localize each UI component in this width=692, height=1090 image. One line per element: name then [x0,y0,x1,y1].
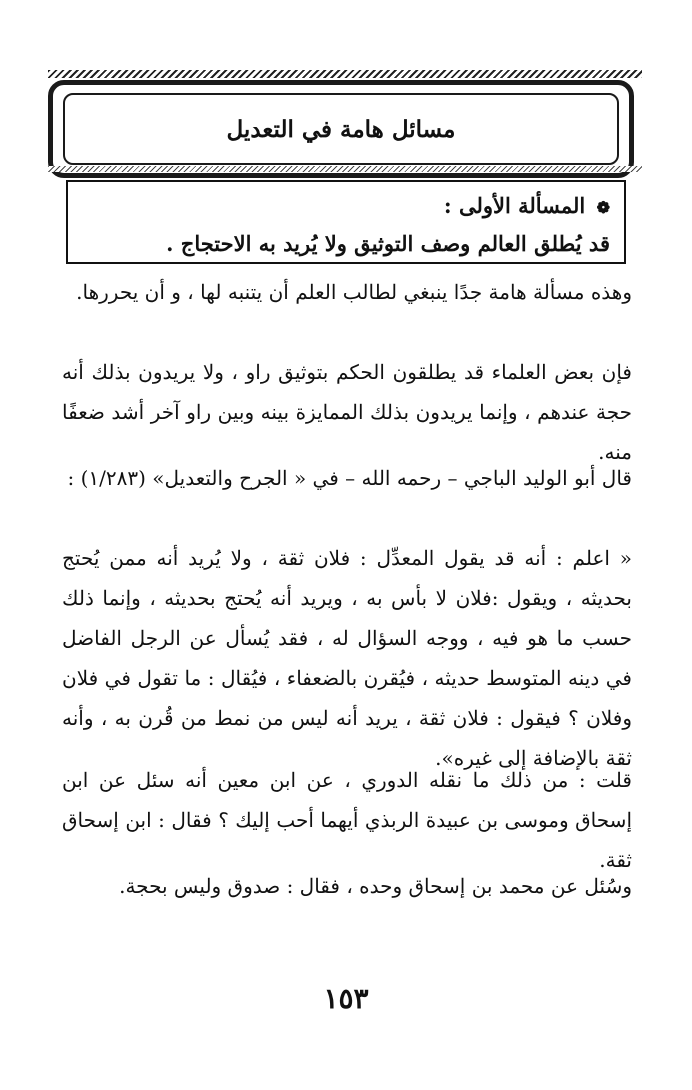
page-number: ١٥٣ [323,982,369,1015]
chapter-title: مسائل هامة في التعديل [226,115,456,143]
decorative-rope-border-top [48,70,642,78]
paragraph-quote: « اعلم : أنه قد يقول المعدِّل : فلان ثقة ، ولا يُريد أنه ممن يُحتج بحديثه ، ويقول :فلان لا بأس به ، ويريد أنه يُحتج بحديثه ، وإنما ذلك حسب ما هو فيه ، ووجه السؤال له ، فقد يُسأل عن الرجل الفاضل في دينه المتوسط حديثه ، فيُقرن بالضعفاء ، فيُقال : ما تقول في فلان وفلان ؟ فيقول : فلان ثقة ، يريد أنه ليس من نمط من قُرن به ، وأنه ثقة بالإضافة إلى غيره». [62,546,632,770]
paragraph-example: قلت : من ذلك ما نقله الدوري ، عن ابن معين أنه سئل عن ابن إسحاق وموسى بن عبيدة الربذي أيهما أحب إليك ؟ فقال : ابن إسحاق ثقة. [62,768,632,872]
paragraph-explanation: فإن بعض العلماء قد يطلقون الحكم بتوثيق راو ، ولا يريدون بذلك أنه حجة عندهم ، وإنما يريدون بذلك الممايزة بينه وبين راو آخر أشد ضعفًا منه. [62,360,632,464]
paragraph-final: وسُئل عن محمد بن إسحاق وحده ، فقال : صدوق وليس بحجة. [119,874,632,898]
decorative-rope-border-bottom [48,166,642,172]
title-frame [48,80,634,178]
first-issue-heading-line [82,188,610,226]
first-issue-box [66,180,626,264]
flower-ornament-icon: ❁ [596,198,610,217]
first-issue-heading: المسألة الأولى : [443,193,586,218]
first-issue-statement: قد يُطلق العالم وصف التوثيق ولا يُريد به الاحتجاج . [166,231,610,256]
title-frame-inner [63,93,619,165]
paragraph-citation-intro: قال أبو الوليد الباجي – رحمه الله – في « الجرح والتعديل» (١/٢٨٣) : [67,466,632,490]
paragraph-intro: وهذه مسألة هامة جدًا ينبغي لطالب العلم أن يتنبه لها ، و أن يحررها. [76,280,632,304]
